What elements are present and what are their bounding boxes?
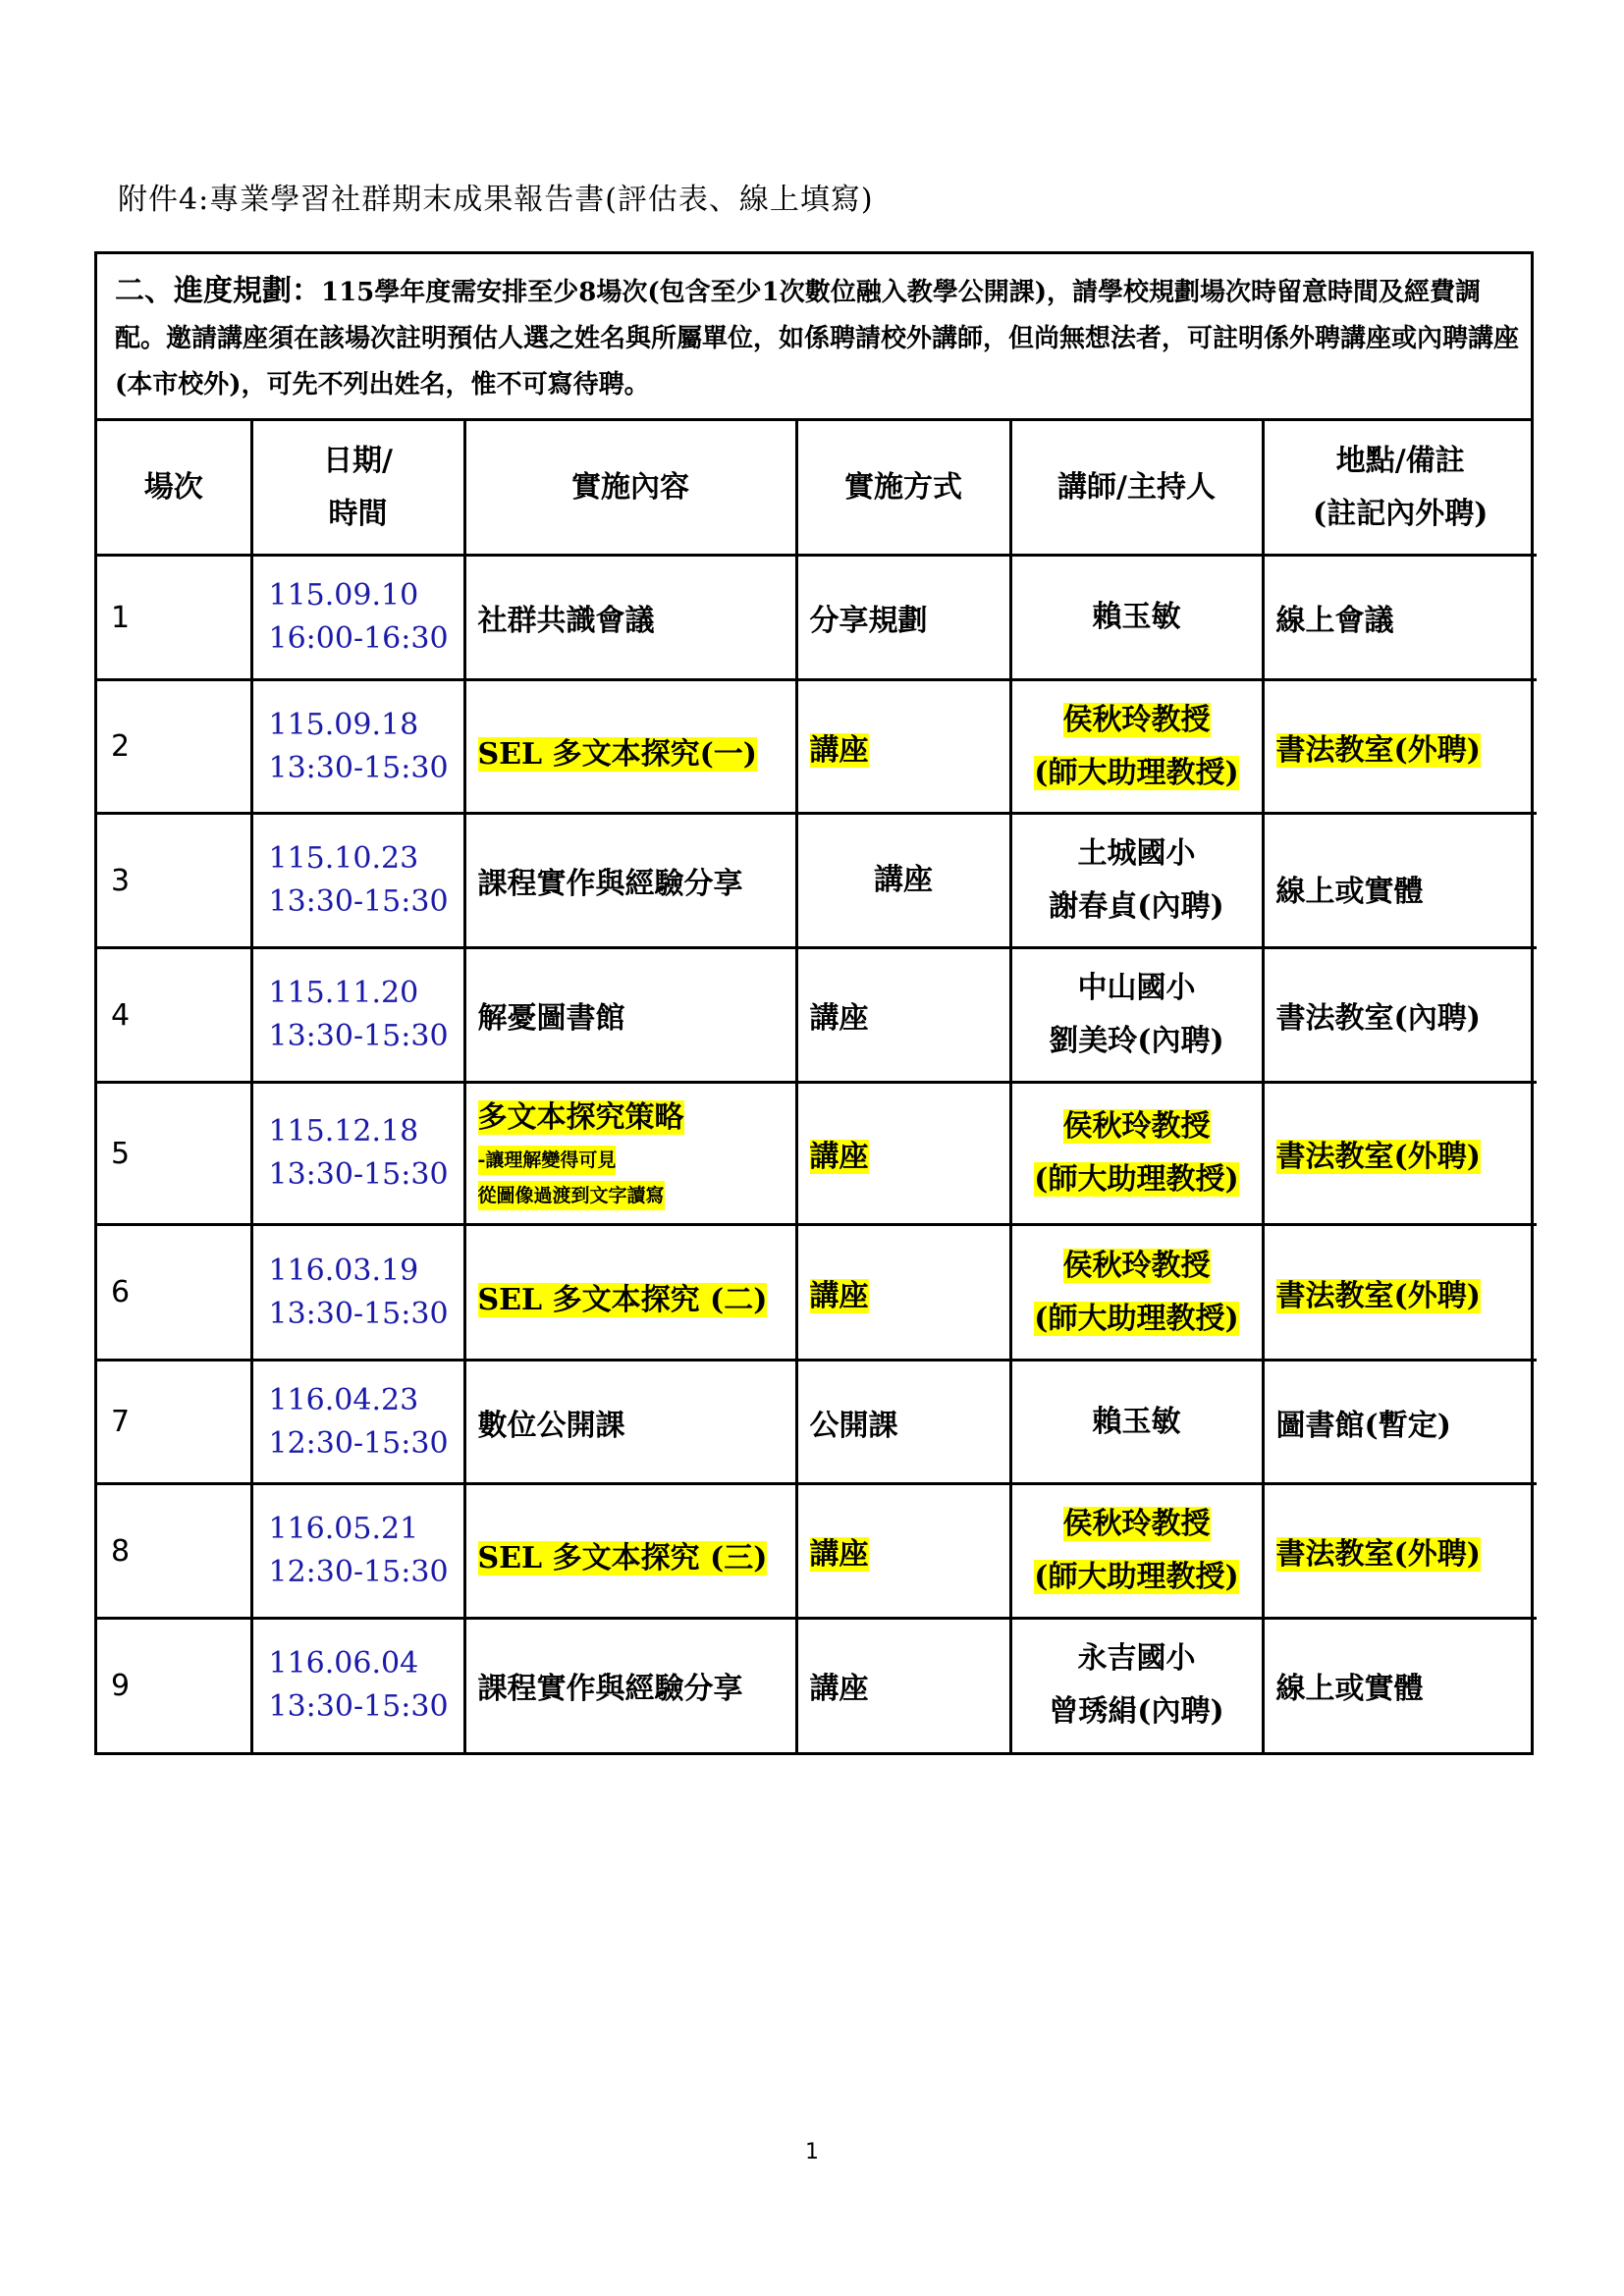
speaker-name: 侯秋玲教授 — [1062, 702, 1211, 737]
session-method — [796, 1083, 1010, 1225]
header-session: 場次 — [97, 421, 251, 556]
session-location: 線上或實體 — [1263, 1619, 1537, 1752]
session-time: 13:30-15:30 — [268, 1296, 449, 1331]
speaker-school: 永吉國小 — [1077, 1641, 1196, 1677]
session-location-text: 書法教室(外聘) — [1275, 1278, 1481, 1313]
session-time: 13:30-15:30 — [268, 1019, 449, 1053]
session-location: 圖書館(暫定) — [1263, 1361, 1537, 1484]
header-content: 實施內容 — [464, 421, 796, 556]
session-content — [464, 1225, 796, 1361]
session-time: 12:30-15:30 — [268, 1425, 449, 1461]
session-method: 講座 — [796, 814, 1010, 948]
session-datetime — [251, 1619, 464, 1752]
table-row — [97, 1225, 1537, 1361]
session-number: 5 — [97, 1083, 251, 1225]
schedule-frame — [94, 251, 1534, 1755]
speaker-affiliation: (師大助理教授) — [1034, 755, 1239, 790]
session-location — [1263, 1225, 1537, 1361]
session-number: 3 — [97, 814, 251, 948]
session-content: 課程實作與經驗分享 — [464, 814, 796, 948]
session-speaker — [1010, 1083, 1263, 1225]
session-number: 6 — [97, 1225, 251, 1361]
session-time: 13:30-15:30 — [268, 750, 449, 785]
session-location: 書法教室(內聘) — [1263, 948, 1537, 1083]
header-date-line1: 日期/ — [323, 443, 393, 478]
session-content — [464, 1484, 796, 1619]
session-location-text: 書法教室(外聘) — [1275, 1140, 1481, 1174]
session-method: 講座 — [796, 1619, 1010, 1752]
session-speaker — [1010, 1225, 1263, 1361]
session-location: 線上或實體 — [1263, 814, 1537, 948]
session-method-text: 講座 — [809, 1140, 869, 1174]
session-date: 115.11.20 — [268, 976, 419, 1010]
progress-intro — [97, 254, 1531, 421]
session-date: 115.12.18 — [268, 1114, 419, 1148]
table-row — [97, 1484, 1537, 1619]
session-location: 線上會議 — [1263, 556, 1537, 680]
speaker-name: 謝春貞(內聘) — [1049, 889, 1224, 924]
session-datetime — [251, 1361, 464, 1484]
session-number: 7 — [97, 1361, 251, 1484]
session-speaker — [1010, 1619, 1263, 1752]
header-date — [251, 421, 464, 556]
session-method — [796, 1484, 1010, 1619]
session-date: 116.03.19 — [268, 1253, 419, 1288]
session-datetime — [251, 1083, 464, 1225]
session-datetime — [251, 680, 464, 814]
speaker-name: 侯秋玲教授 — [1062, 1507, 1211, 1541]
page-number: 1 — [805, 2140, 819, 2164]
table-header-row — [97, 421, 1537, 556]
schedule-table — [97, 421, 1537, 1752]
session-time: 13:30-15:30 — [268, 1157, 449, 1192]
speaker-affiliation: (師大助理教授) — [1034, 1162, 1239, 1197]
table-row — [97, 1361, 1537, 1484]
speaker-school: 中山國小 — [1077, 971, 1196, 1005]
session-speaker — [1010, 814, 1263, 948]
intro-text: 115學年度需安排至少8場次(包含至少1次數位融入教學公開課)，請學校規劃場次時留意時間及經費調配。邀請講座須在該場次註明預估人選之姓名與所屬單位，如係聘請校外講師，但尚無想法者，可註明係外聘講座或內聘講座(本市校外)，可先不列出姓名，惟不可寫待聘。 — [115, 278, 1520, 400]
session-location — [1263, 680, 1537, 814]
session-location-text: 書法教室(外聘) — [1275, 732, 1481, 768]
intro-heading: 二、進度規劃： — [115, 274, 321, 308]
session-time: 16:00-16:30 — [268, 621, 449, 656]
session-date: 115.09.10 — [268, 578, 419, 613]
session-date: 116.06.04 — [268, 1646, 419, 1682]
session-method: 公開課 — [796, 1361, 1010, 1484]
session-date: 116.05.21 — [268, 1512, 419, 1546]
speaker-name: 劉美玲(內聘) — [1049, 1024, 1224, 1058]
session-number: 4 — [97, 948, 251, 1083]
table-row — [97, 948, 1537, 1083]
session-content: 社群共識會議 — [464, 556, 796, 680]
session-content-text: 多文本探究策略 — [477, 1100, 684, 1135]
document-header: 附件4:專業學習社群期末成果報告書(評估表、線上填寫) — [118, 183, 874, 217]
header-location-line1: 地點/備註 — [1335, 443, 1465, 478]
header-method: 實施方式 — [796, 421, 1010, 556]
session-date: 116.04.23 — [268, 1382, 419, 1417]
session-method-text: 講座 — [809, 1278, 869, 1313]
speaker-school: 土城國小 — [1077, 836, 1196, 871]
session-content-subtitle: -讓理解變得可見 — [478, 1146, 617, 1175]
session-number: 2 — [97, 680, 251, 814]
session-content — [464, 1083, 796, 1225]
session-date: 115.09.18 — [268, 707, 419, 742]
session-time: 13:30-15:30 — [268, 884, 449, 919]
table-row — [97, 556, 1537, 680]
session-location — [1263, 1484, 1537, 1619]
session-date: 115.10.23 — [268, 841, 419, 876]
table-row — [97, 814, 1537, 948]
session-content — [464, 680, 796, 814]
session-speaker: 賴玉敏 — [1010, 1361, 1263, 1484]
speaker-name: 曾琇絹(內聘) — [1049, 1694, 1224, 1730]
session-number: 9 — [97, 1619, 251, 1752]
session-time: 12:30-15:30 — [268, 1555, 449, 1589]
session-method-text: 講座 — [809, 1537, 869, 1572]
session-method — [796, 1225, 1010, 1361]
session-number: 1 — [97, 556, 251, 680]
session-content: 解憂圖書館 — [464, 948, 796, 1083]
speaker-name: 侯秋玲教授 — [1062, 1109, 1211, 1144]
session-location-text: 書法教室(外聘) — [1275, 1537, 1481, 1572]
session-content: 數位公開課 — [464, 1361, 796, 1484]
session-speaker: 賴玉敏 — [1010, 556, 1263, 680]
session-speaker — [1010, 948, 1263, 1083]
session-content-text: SEL 多文本探究 (二) — [477, 1282, 768, 1317]
session-speaker — [1010, 1484, 1263, 1619]
header-speaker: 講師/主持人 — [1010, 421, 1263, 556]
session-method — [796, 680, 1010, 814]
session-method: 分享規劃 — [796, 556, 1010, 680]
session-location — [1263, 1083, 1537, 1225]
session-content-subtitle: 從圖像過渡到文字讀寫 — [478, 1181, 665, 1210]
session-datetime — [251, 948, 464, 1083]
session-speaker — [1010, 680, 1263, 814]
session-time: 13:30-15:30 — [268, 1689, 449, 1725]
speaker-affiliation: (師大助理教授) — [1034, 1560, 1239, 1594]
session-method: 講座 — [796, 948, 1010, 1083]
header-location — [1263, 421, 1537, 556]
session-content: 課程實作與經驗分享 — [464, 1619, 796, 1752]
session-datetime — [251, 1484, 464, 1619]
table-row — [97, 1619, 1537, 1752]
session-content-text: SEL 多文本探究 (三) — [477, 1541, 768, 1575]
session-datetime — [251, 814, 464, 948]
table-row — [97, 1083, 1537, 1225]
session-datetime — [251, 1225, 464, 1361]
header-location-line2: (註記內外聘) — [1313, 496, 1489, 531]
speaker-name: 侯秋玲教授 — [1062, 1248, 1211, 1283]
header-date-line2: 時間 — [328, 496, 388, 531]
table-row — [97, 680, 1537, 814]
session-method-text: 講座 — [809, 732, 869, 768]
speaker-affiliation: (師大助理教授) — [1034, 1301, 1239, 1336]
session-content-text: SEL 多文本探究(一) — [477, 736, 757, 772]
session-datetime — [251, 556, 464, 680]
session-number: 8 — [97, 1484, 251, 1619]
